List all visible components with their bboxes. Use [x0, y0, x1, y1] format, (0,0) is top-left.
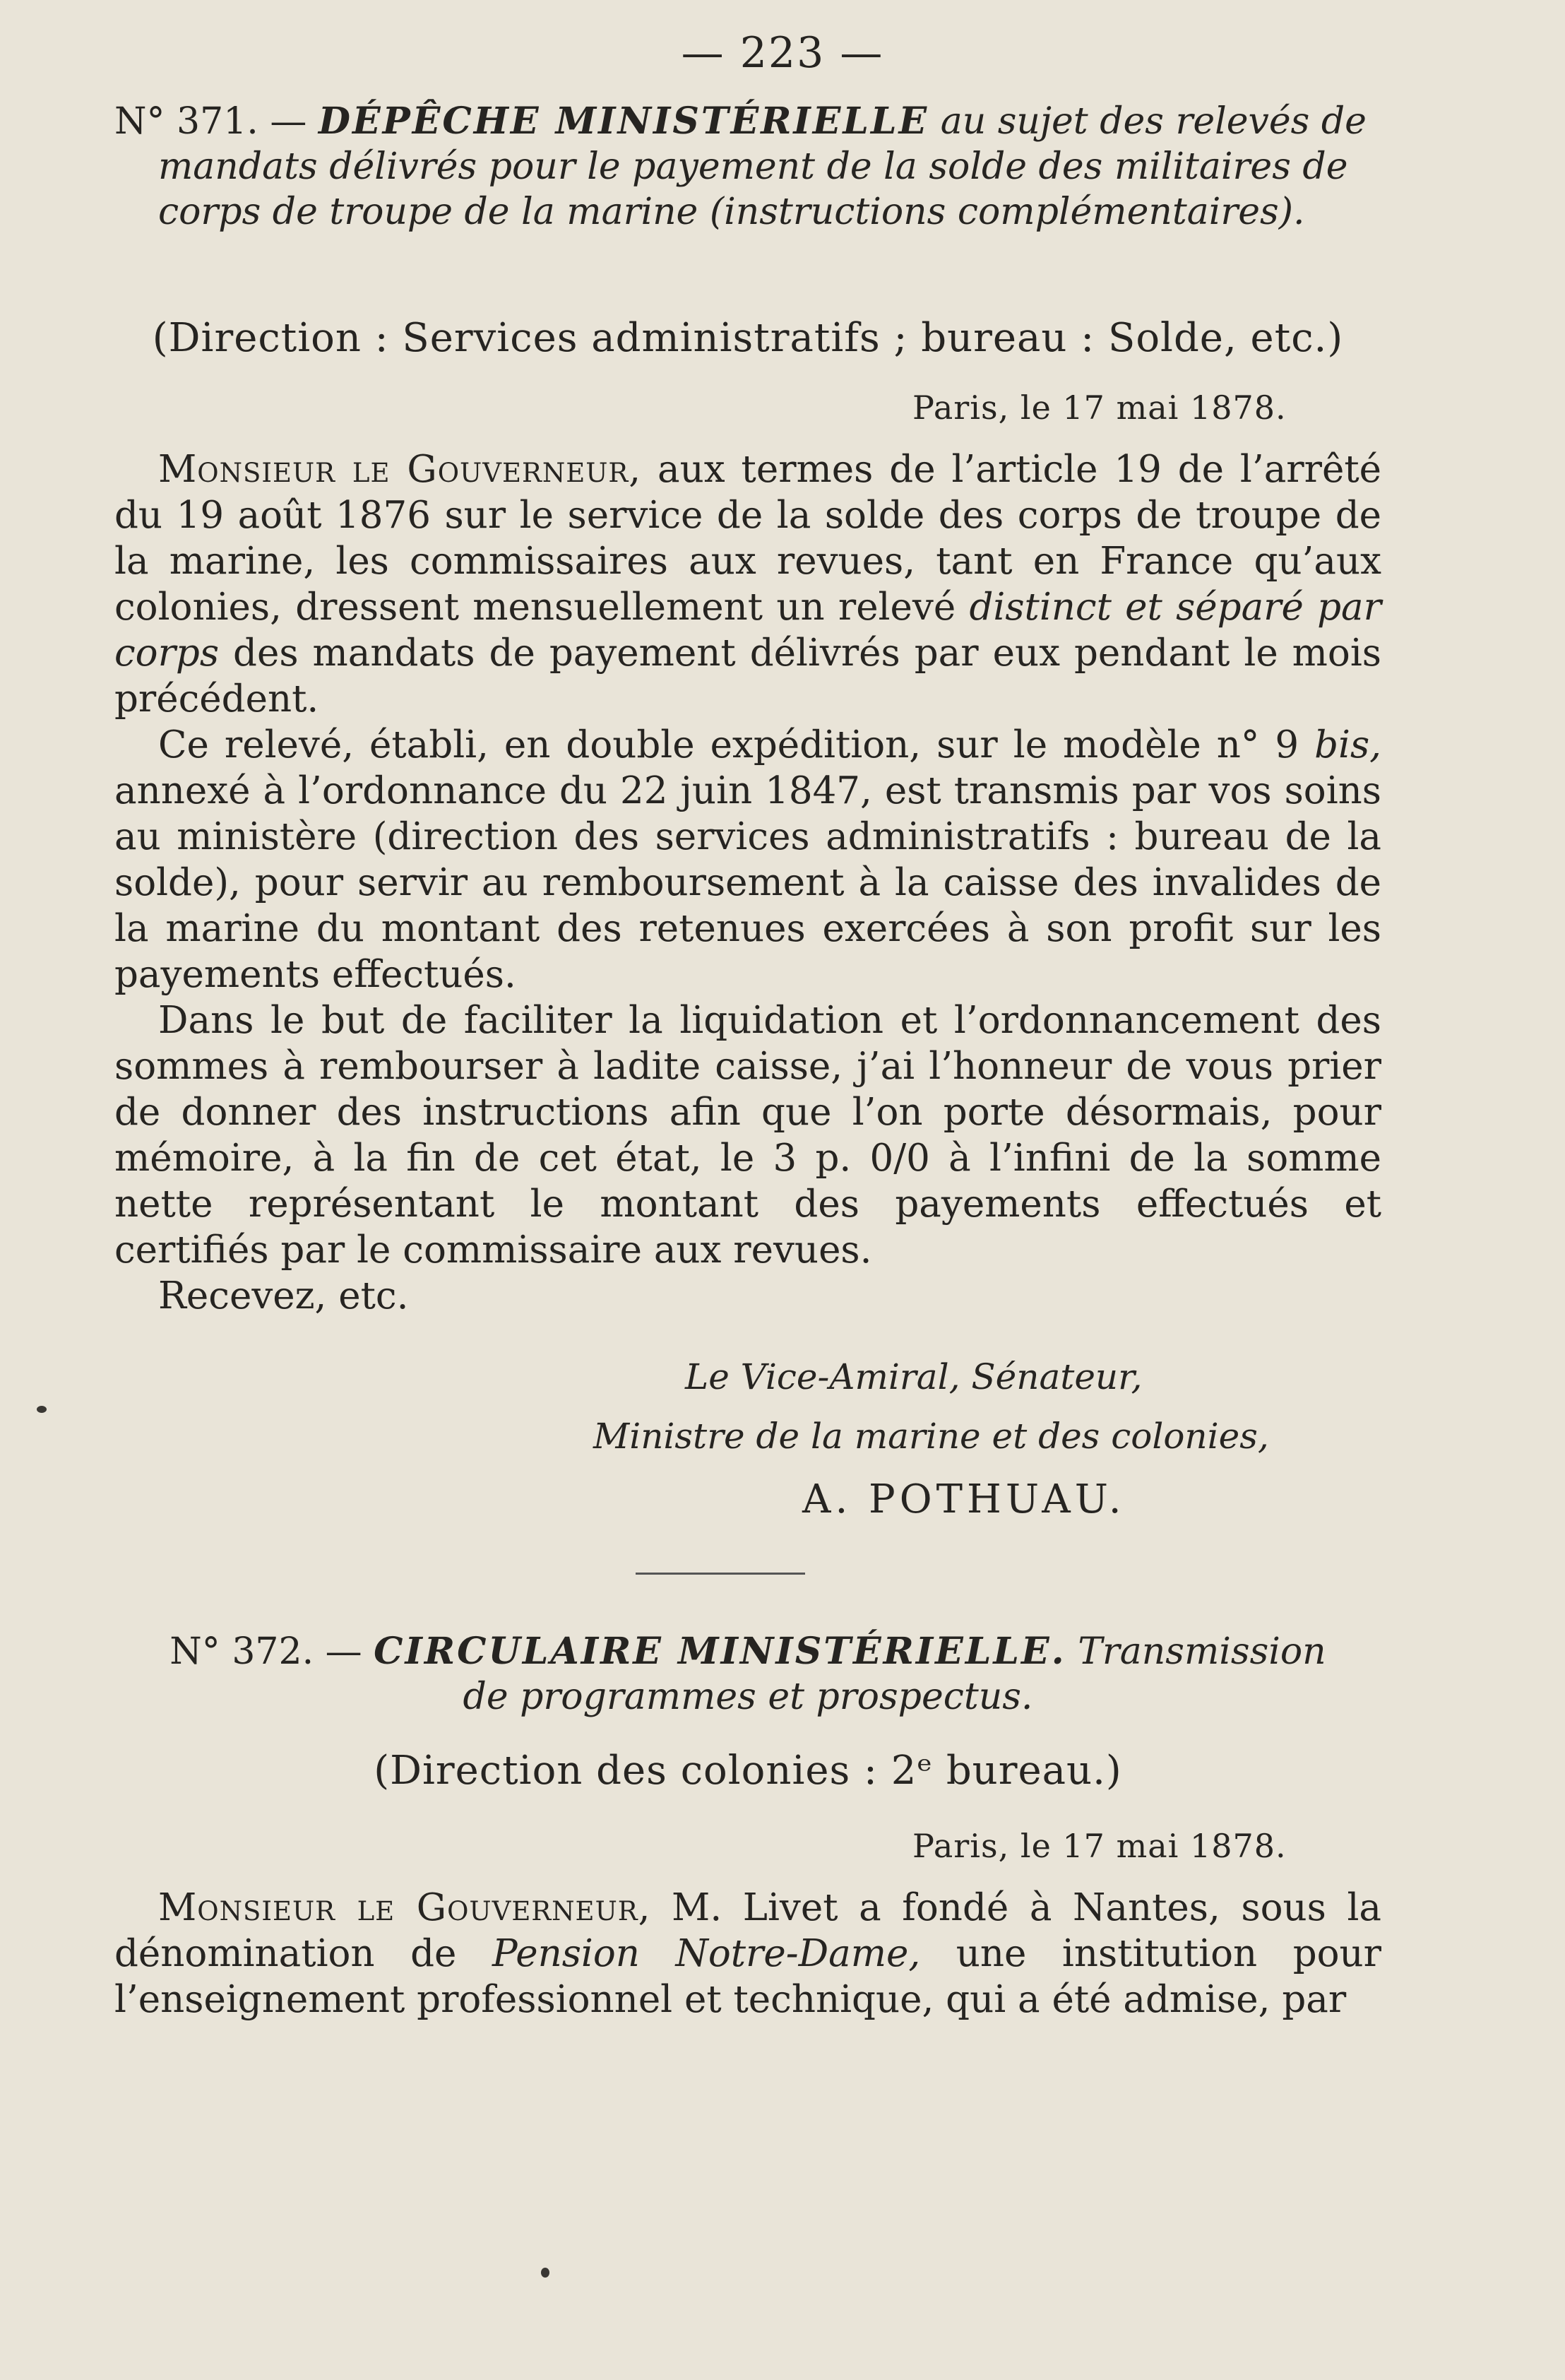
doc372-date: Paris, le 17 mai 1878.	[912, 1827, 1287, 1865]
doc372-heading-line1	[114, 1629, 1381, 1674]
signature-title-1: Le Vice-Amiral, Sénateur,	[685, 1356, 1143, 1397]
doc371-direction: (Direction : Services administratifs ; bureau : Solde, etc.)	[152, 315, 1344, 361]
doc371-paragraph-3: Dans le but de faciliter la liquidation et l’ordonnancement des sommes à rembourser à ladite caisse, j’ai l’honneur de vous prier de donner des instructions afin que l’on porte désormais, pour mémoire, à la fin de cet état, le 3 p. 0/0 à l’infini de la somme nette représentant le montant des payements effectués et certifiés par le commissaire aux revues.	[114, 999, 1381, 1272]
doc371-title-rest: au sujet des relevés de mandats délivrés pour le payement de la solde des militaires de corps de troupe de la marine (instructions complémentaires).	[158, 100, 1367, 233]
doc372-direction: (Direction des colonies : 2ᵉ bureau.)	[374, 1748, 1122, 1794]
doc371-date: Paris, le 17 mai 1878.	[912, 389, 1287, 427]
salutation: Monsieur le Gouverneur,	[158, 1886, 651, 1929]
ink-speck	[541, 2268, 549, 2278]
signature-name: A. POTHUAU.	[802, 1476, 1126, 1522]
doc371-title-caps: DÉPÊCHE MINISTÉRIELLE	[318, 100, 929, 143]
doc372-paragraph-1: Monsieur le Gouverneur, M. Livet a fondé à Nantes, sous la dénomination de Pension Notre-Dame, une institution pour l’enseignement professionnel et technique, qui a été admise, par	[114, 1886, 1381, 2021]
salutation: Monsieur le Gouverneur,	[158, 448, 642, 491]
doc372-heading-line2: de programmes et prospectus.	[463, 1676, 1033, 1718]
doc371-body	[114, 446, 1381, 1319]
ink-speck	[37, 1406, 47, 1413]
doc372-title-caps: CIRCULAIRE MINISTÉRIELLE.	[374, 1630, 1066, 1673]
signature-title-2: Ministre de la marine et des colonies,	[593, 1416, 1269, 1457]
section-divider	[636, 1573, 805, 1575]
doc371-paragraph-1: Monsieur le Gouverneur, aux termes de l’article 19 de l’arrêté du 19 août 1876 sur le service de la solde des corps de troupe de la marine, les commissaires aux revues, tant en France qu’aux colonies, dressent mensuellement un relevé distinct et séparé par corps des mandats de payement délivrés par eux pendant le mois précédent.	[114, 448, 1381, 721]
doc372-heading	[114, 1629, 1381, 1719]
doc371-heading	[114, 99, 1425, 235]
doc372-number: N° 372. —	[169, 1630, 362, 1673]
doc371-paragraph-2: Ce relevé, établi, en double expédition, sur le modèle n° 9 bis, annexé à l’ordonnance du 22 juin 1847, est transmis par vos soins au ministère (direction des services administratifs : bureau de la solde), pour servir au remboursement à la caisse des invalides de la marine du montant des retenues exercées à son profit sur les payements effectués.	[114, 723, 1381, 996]
doc371-number: N° 371. —	[114, 100, 307, 143]
page-number: — 223 —	[681, 28, 884, 78]
doc372-body	[114, 1885, 1381, 2023]
doc372-title-rest: Transmission	[1078, 1630, 1326, 1673]
doc371-paragraph-4: Recevez, etc.	[158, 1274, 409, 1318]
